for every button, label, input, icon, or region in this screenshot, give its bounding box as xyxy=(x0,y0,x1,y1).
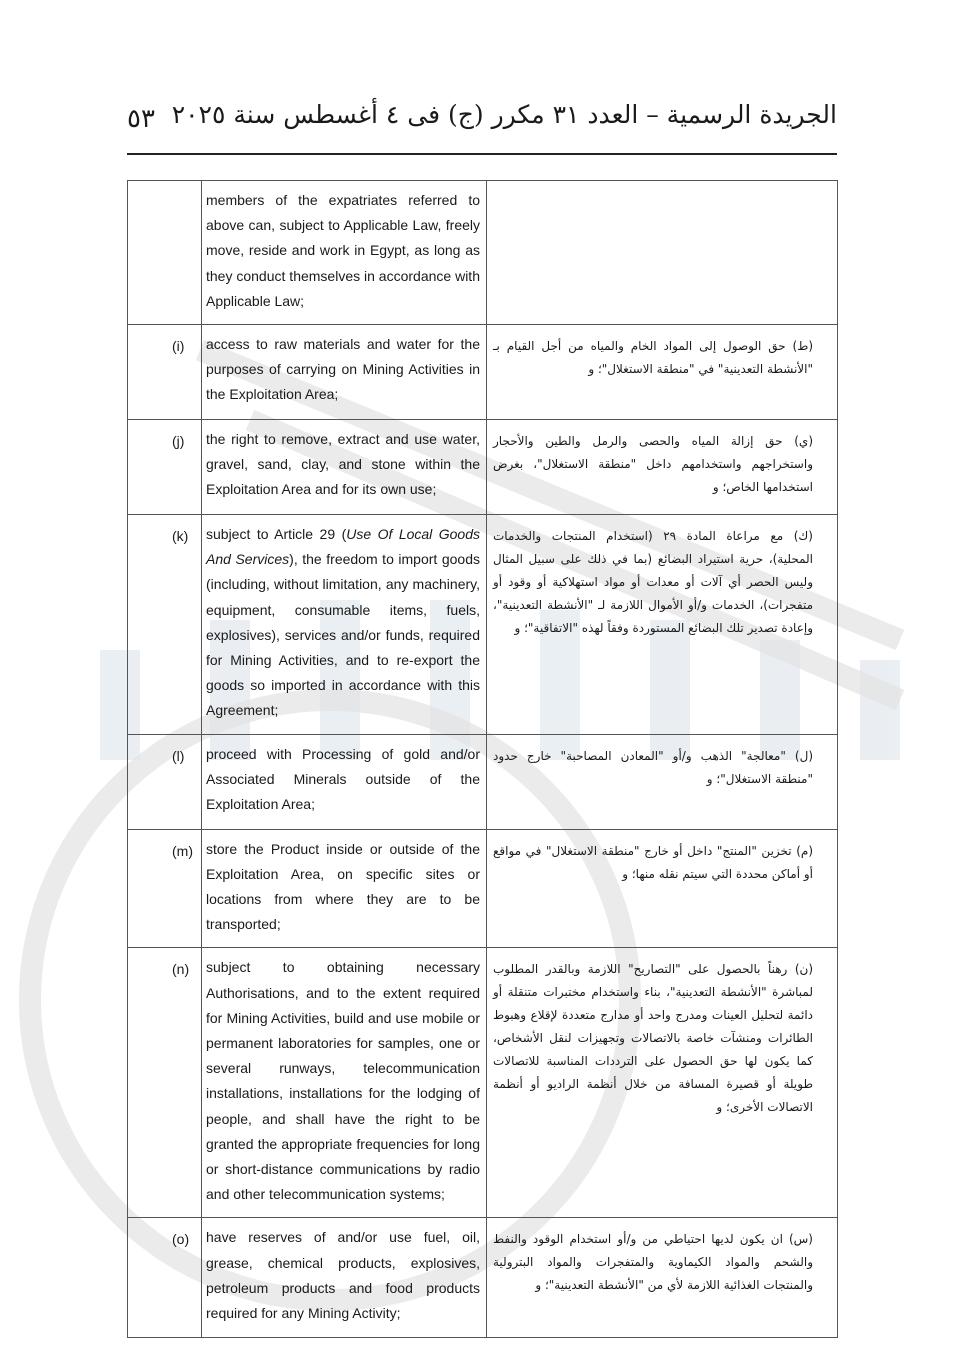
gazette-title: الجريدة الرسمية – العدد ٣١ مكرر (ج) فى ٤ أغسطس سنة ٢٠٢٥ xyxy=(171,100,837,129)
clause-label: (i) xyxy=(128,325,202,420)
table-row xyxy=(128,734,838,829)
clause-label: (j) xyxy=(128,420,202,515)
clause-english: the right to remove, extract and use water, gravel, sand, clay, and stone within the Exploitation Area and for its own use; xyxy=(202,420,487,515)
clause-label: (m) xyxy=(128,829,202,948)
clause-arabic xyxy=(487,181,838,325)
page-header xyxy=(127,98,837,146)
clause-english: have reserves of and/or use fuel, oil, grease, chemical products, explosives, petroleum products and food products required for any Mining Activity; xyxy=(202,1218,487,1338)
clause-english: proceed with Processing of gold and/or Associated Minerals outside of the Exploitation Area; xyxy=(202,734,487,829)
article-title: Use Of Local Goods And Services xyxy=(206,526,481,568)
clause-arabic: (ن) رهناً بالحصول على "التصاريح" اللازمة وبالقدر المطلوب لمباشرة "الأنشطة التعدينية"، بناء واستخدام مختبرات متنقلة أو دائمة لتحليل العينات ومدرج واحد أو مدارج متعددة لإقلاع وهبوط الطائرات ومنشآت خاصة بالاتصالات وتجهيزات لنقل الأشخاص، كما يكون لها حق الحصول على الترددات المناسبة للاتصالات طويلة أو قصيرة المسافة من خلال أنظمة الراديو أو أنظمة الاتصالات الأخرى؛ و xyxy=(487,948,838,1218)
clause-english: access to raw materials and water for the purposes of carrying on Mining Activities in the Exploitation Area; xyxy=(202,325,487,420)
header-divider xyxy=(127,153,837,155)
table-row xyxy=(128,181,838,325)
table-row xyxy=(128,325,838,420)
table-row xyxy=(128,515,838,735)
clauses-table xyxy=(127,180,838,1338)
table-row xyxy=(128,948,838,1218)
clause-arabic: (م) تخزين "المنتج" داخل أو خارج "منطقة الاستغلال" في مواقع أو أماكن محددة التي سيتم نقله منها؛ و xyxy=(487,829,838,948)
clause-label: (k) xyxy=(128,515,202,735)
clause-arabic: (س) ان يكون لديها احتياطي من و/أو استخدام الوقود والنفط والشحم والمواد الكيماوية والمتفجرات والمواد البترولية والمنتجات الغذائية اللازمة لأي من "الأنشطة التعدينية"؛ و xyxy=(487,1218,838,1338)
clause-label: (o) xyxy=(128,1218,202,1338)
clause-arabic: (ل) "معالجة" الذهب و/أو "المعادن المصاحبة" خارج حدود "منطقة الاستغلال"؛ و xyxy=(487,734,838,829)
clause-english: members of the expatriates referred to above can, subject to Applicable Law, freely move, reside and work in Egypt, as long as they conduct themselves in accordance with Applicable Law; xyxy=(202,181,487,325)
table-row xyxy=(128,829,838,948)
clause-english: store the Product inside or outside of the Exploitation Area, on specific sites or locations from where they are to be transported; xyxy=(202,829,487,948)
clause-label xyxy=(128,181,202,325)
clause-label: (n) xyxy=(128,948,202,1218)
table-row xyxy=(128,1218,838,1338)
clause-english xyxy=(202,515,487,735)
clause-english: subject to obtaining necessary Authorisations, and to the extent required for Mining Activities, build and use mobile or permanent laboratories for samples, one or several runways, telecommunication installations, installations for the lodging of people, and shall have the right to be granted the appropriate frequencies for long or short-distance communications by radio and other telecommunication systems; xyxy=(202,948,487,1218)
table-row xyxy=(128,420,838,515)
clause-english-rest: ), the freedom to import goods (including, without limitation, any machinery, equipment, consumable items, fuels, explosives), services and/or funds, required for Mining Activities, and to re-export the goods so imported in accordance with this Agreement; xyxy=(206,551,481,719)
clause-arabic: (ط) حق الوصول إلى المواد الخام والمياه من أجل القيام بـ "الأنشطة التعدينية" في "منطقة الاستغلال"؛ و xyxy=(487,325,838,420)
clause-arabic: (ي) حق إزالة المياه والحصى والرمل والطين والأحجار واستخراجهم واستخدامهم داخل "منطقة الاستغلال"، بغرض استخدامها الخاص؛ و xyxy=(487,420,838,515)
clause-arabic: (ك) مع مراعاة المادة ٢٩ (استخدام المنتجات والخدمات المحلية)، حرية استيراد البضائع (بما في ذلك على سبيل المثال وليس الحصر أي آلات أو معدات أو مواد استهلاكية أو وقود أو متفجرات)، الخدمات و/أو الأموال اللازمة لـ "الأنشطة التعدينية"، وإعادة تصدير تلك البضائع المستوردة وفقاً لهذه "الاتفاقية"؛ و xyxy=(487,515,838,735)
clause-english-start: subject to Article 29 ( xyxy=(206,526,347,543)
clause-label: (l) xyxy=(128,734,202,829)
page-number: ٥٣ xyxy=(127,104,155,134)
